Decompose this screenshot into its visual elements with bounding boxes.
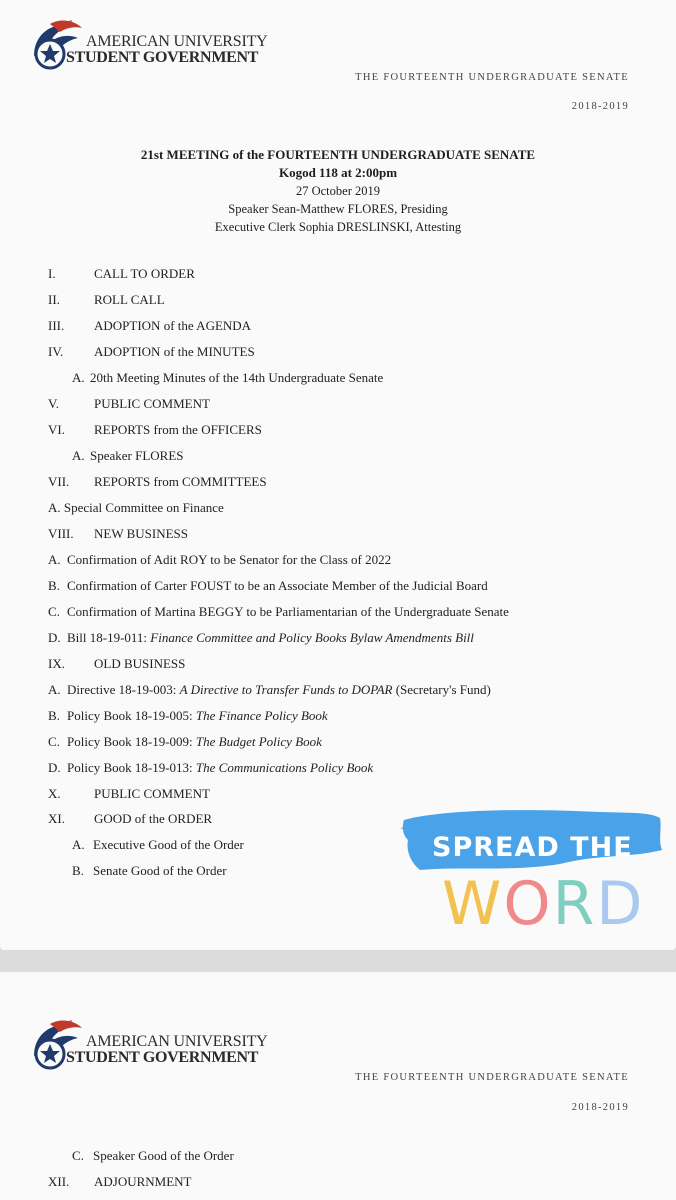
agenda-number: A. [72,370,85,385]
spread-the-word-sticker [400,798,670,948]
session-year: 2018-2019 [571,101,629,112]
agenda-number: IX. [48,656,65,671]
agenda-text: ADJOURNMENT [94,1174,192,1189]
agenda-text: CALL TO ORDER [94,266,195,281]
meeting-clerk: Executive Clerk Sophia DRESLINSKI, Attesting [214,220,462,234]
au-student-government-logo [28,16,288,72]
agenda-text: Policy Book 18-19-009: [67,734,196,749]
agenda-number: VII. [48,474,70,489]
logo-university-text: AMERICAN UNIVERSITY [86,1033,268,1050]
agenda-number: B. [48,708,60,723]
agenda-text: ADOPTION of the MINUTES [94,344,255,359]
agenda-text: A. Special Committee on Finance [48,500,224,515]
agenda-title: Finance Committee and Policy Books Bylaw Amendments Bill [150,630,474,645]
meeting-title: 21st MEETING of the FOURTEENTH UNDERGRADUATE SENATE [140,147,536,162]
agenda-text: Policy Book 18-19-005: [67,708,196,723]
sticker-line-2 [442,864,644,944]
agenda-number: A. [72,837,85,852]
logo-university-text: AMERICAN UNIVERSITY [86,33,268,50]
agenda-number: VIII. [48,526,74,541]
agenda-number: II. [48,292,60,307]
agenda-title: The Finance Policy Book [195,708,328,723]
agenda-number: D. [48,630,61,645]
agenda-number: III. [48,318,65,333]
agenda-text: GOOD of the ORDER [94,811,213,826]
agenda-number: C. [48,734,60,749]
meeting-location: Kogod 118 at 2:00pm [278,165,398,180]
agenda-number: VI. [48,422,65,437]
agenda-text: Speaker Good of the Order [93,1148,234,1163]
sticker-word [442,864,644,944]
senate-name: THE FOURTEENTH UNDERGRADUATE SENATE [355,72,629,83]
agenda-page-2 [0,972,676,1200]
agenda-number: XI. [48,811,65,826]
agenda-text: Bill 18-19-011: [67,630,151,645]
meeting-date: 27 October 2019 [295,184,380,198]
agenda-number: D. [48,760,61,775]
agenda-number: B. [72,863,84,878]
senate-name: THE FOURTEENTH UNDERGRADUATE SENATE [355,1072,629,1083]
meeting-speaker: Speaker Sean-Matthew FLORES, Presiding [228,202,448,216]
agenda-text: Confirmation of Martina BEGGY to be Parliamentarian of the Undergraduate Senate [67,604,509,619]
agenda-number: V. [48,396,59,411]
agenda-text-suffix: (Secretary's Fund) [392,682,491,697]
agenda-number: B. [48,578,60,593]
logo-government-text: STUDENT GOVERNMENT [66,49,259,66]
agenda-text: ADOPTION of the AGENDA [94,318,252,333]
agenda-text: REPORTS from the OFFICERS [94,422,262,437]
agenda-number: I. [48,266,56,281]
session-year: 2018-2019 [571,1102,629,1113]
agenda-text: NEW BUSINESS [94,526,189,541]
agenda-text: ROLL CALL [94,292,165,307]
sticker-letter: W [442,869,504,939]
sticker-letter: R [552,869,597,939]
agenda-text: Senate Good of the Order [93,863,227,878]
agenda-text: Policy Book 18-19-013: [67,760,196,775]
sticker-line-1: SPREAD THE [432,832,633,863]
sticker-letter: D [596,869,645,939]
agenda-text: Directive 18-19-003: [67,682,180,697]
agenda-title: A Directive to Transfer Funds to DOPAR [179,682,393,697]
agenda-number: C. [48,604,60,619]
au-student-government-logo [28,1016,288,1072]
agenda-number: XII. [48,1174,70,1189]
agenda-text: PUBLIC COMMENT [94,786,210,801]
agenda-number: C. [72,1148,84,1163]
agenda-text: OLD BUSINESS [94,656,186,671]
agenda-number: X. [48,786,61,801]
agenda-title: The Budget Policy Book [195,734,322,749]
agenda-text: Confirmation of Carter FOUST to be an Associate Member of the Judicial Board [67,578,488,593]
agenda-text: 20th Meeting Minutes of the 14th Undergraduate Senate [90,370,384,385]
agenda-number: A. [48,552,61,567]
agenda-text: Confirmation of Adit ROY to be Senator for the Class of 2022 [67,552,392,567]
agenda-number: A. [72,448,85,463]
agenda-number: IV. [48,344,64,359]
agenda-text: PUBLIC COMMENT [94,396,210,411]
agenda-number: A. [48,682,61,697]
agenda-text: Executive Good of the Order [93,837,244,852]
agenda-text: Speaker FLORES [90,448,184,463]
sticker-letter: O [503,869,553,939]
agenda-title: The Communications Policy Book [195,760,374,775]
logo-government-text: STUDENT GOVERNMENT [66,1049,259,1066]
meeting-header [0,146,676,236]
agenda-text: REPORTS from COMMITTEES [94,474,267,489]
